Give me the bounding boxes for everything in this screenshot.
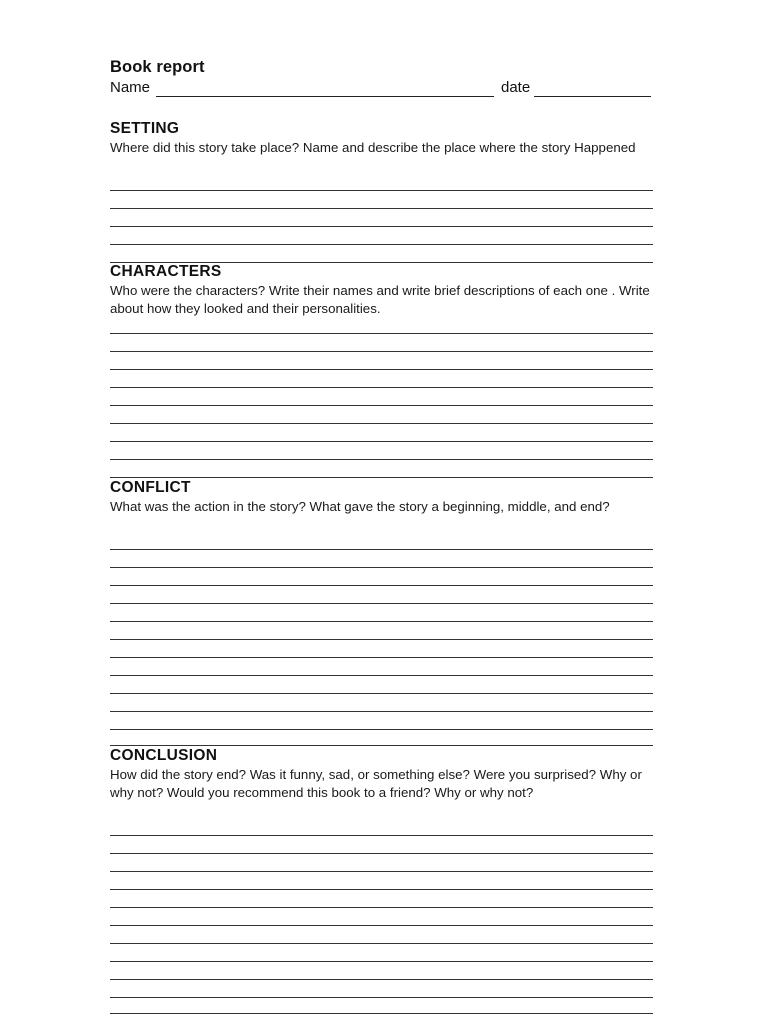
conclusion-answer-line[interactable]	[110, 1013, 653, 1014]
conflict-answer-line[interactable]	[110, 639, 653, 640]
setting-prompt: Where did this story take place? Name and describe the place where the story Happened	[110, 140, 636, 155]
conflict-answer-line[interactable]	[110, 603, 653, 604]
name-blank-line[interactable]	[156, 96, 494, 97]
setting-answer-line[interactable]	[110, 244, 653, 245]
conclusion-answer-line[interactable]	[110, 835, 653, 836]
conflict-answer-line[interactable]	[110, 745, 653, 746]
setting-answer-line[interactable]	[110, 208, 653, 209]
characters-answer-line[interactable]	[110, 351, 653, 352]
conflict-answer-line[interactable]	[110, 585, 653, 586]
conclusion-prompt: How did the story end? Was it funny, sad, or something else? Were you surprised? Why or why not? Would you recommend this book to a friend? Why or why not?	[110, 767, 642, 800]
conclusion-answer-line[interactable]	[110, 997, 653, 998]
conclusion-answer-line[interactable]	[110, 943, 653, 944]
setting-section	[110, 120, 655, 270]
characters-answer-line[interactable]	[110, 333, 653, 334]
characters-answer-line[interactable]	[110, 387, 653, 388]
conclusion-answer-line[interactable]	[110, 853, 653, 854]
characters-answer-line[interactable]	[110, 477, 653, 478]
conflict-answer-line[interactable]	[110, 729, 653, 730]
characters-section	[110, 263, 655, 483]
setting-answer-line[interactable]	[110, 226, 653, 227]
conflict-prompt: What was the action in the story? What gave the story a beginning, middle, and end?	[110, 499, 610, 514]
conclusion-answer-line[interactable]	[110, 961, 653, 962]
characters-answer-line[interactable]	[110, 405, 653, 406]
conflict-answer-line[interactable]	[110, 675, 653, 676]
conclusion-heading: CONCLUSION	[110, 747, 218, 764]
name-label: Name	[110, 79, 151, 96]
date-blank-line[interactable]	[534, 96, 651, 97]
conflict-section	[110, 479, 655, 749]
conclusion-answer-line[interactable]	[110, 889, 653, 890]
conclusion-section	[110, 747, 655, 1019]
setting-heading: SETTING	[110, 120, 180, 137]
conflict-answer-line[interactable]	[110, 621, 653, 622]
characters-prompt: Who were the characters? Write their names and write brief descriptions of each one . Write about how they looked and their personalities.	[110, 283, 650, 316]
setting-answer-line[interactable]	[110, 190, 653, 191]
conflict-answer-line[interactable]	[110, 711, 653, 712]
conclusion-answer-line[interactable]	[110, 925, 653, 926]
conflict-answer-line[interactable]	[110, 693, 653, 694]
conclusion-answer-line[interactable]	[110, 871, 653, 872]
conflict-answer-line[interactable]	[110, 549, 653, 550]
conflict-answer-line[interactable]	[110, 657, 653, 658]
characters-answer-line[interactable]	[110, 423, 653, 424]
conclusion-answer-line[interactable]	[110, 907, 653, 908]
characters-answer-line[interactable]	[110, 459, 653, 460]
date-label: date	[501, 79, 531, 96]
conflict-heading: CONFLICT	[110, 479, 191, 496]
conclusion-answer-line[interactable]	[110, 979, 653, 980]
page-title: Book report	[110, 58, 205, 76]
characters-answer-line[interactable]	[110, 369, 653, 370]
characters-answer-line[interactable]	[110, 441, 653, 442]
characters-heading: CHARACTERS	[110, 263, 222, 280]
conflict-answer-line[interactable]	[110, 567, 653, 568]
name-date-row	[110, 79, 655, 101]
